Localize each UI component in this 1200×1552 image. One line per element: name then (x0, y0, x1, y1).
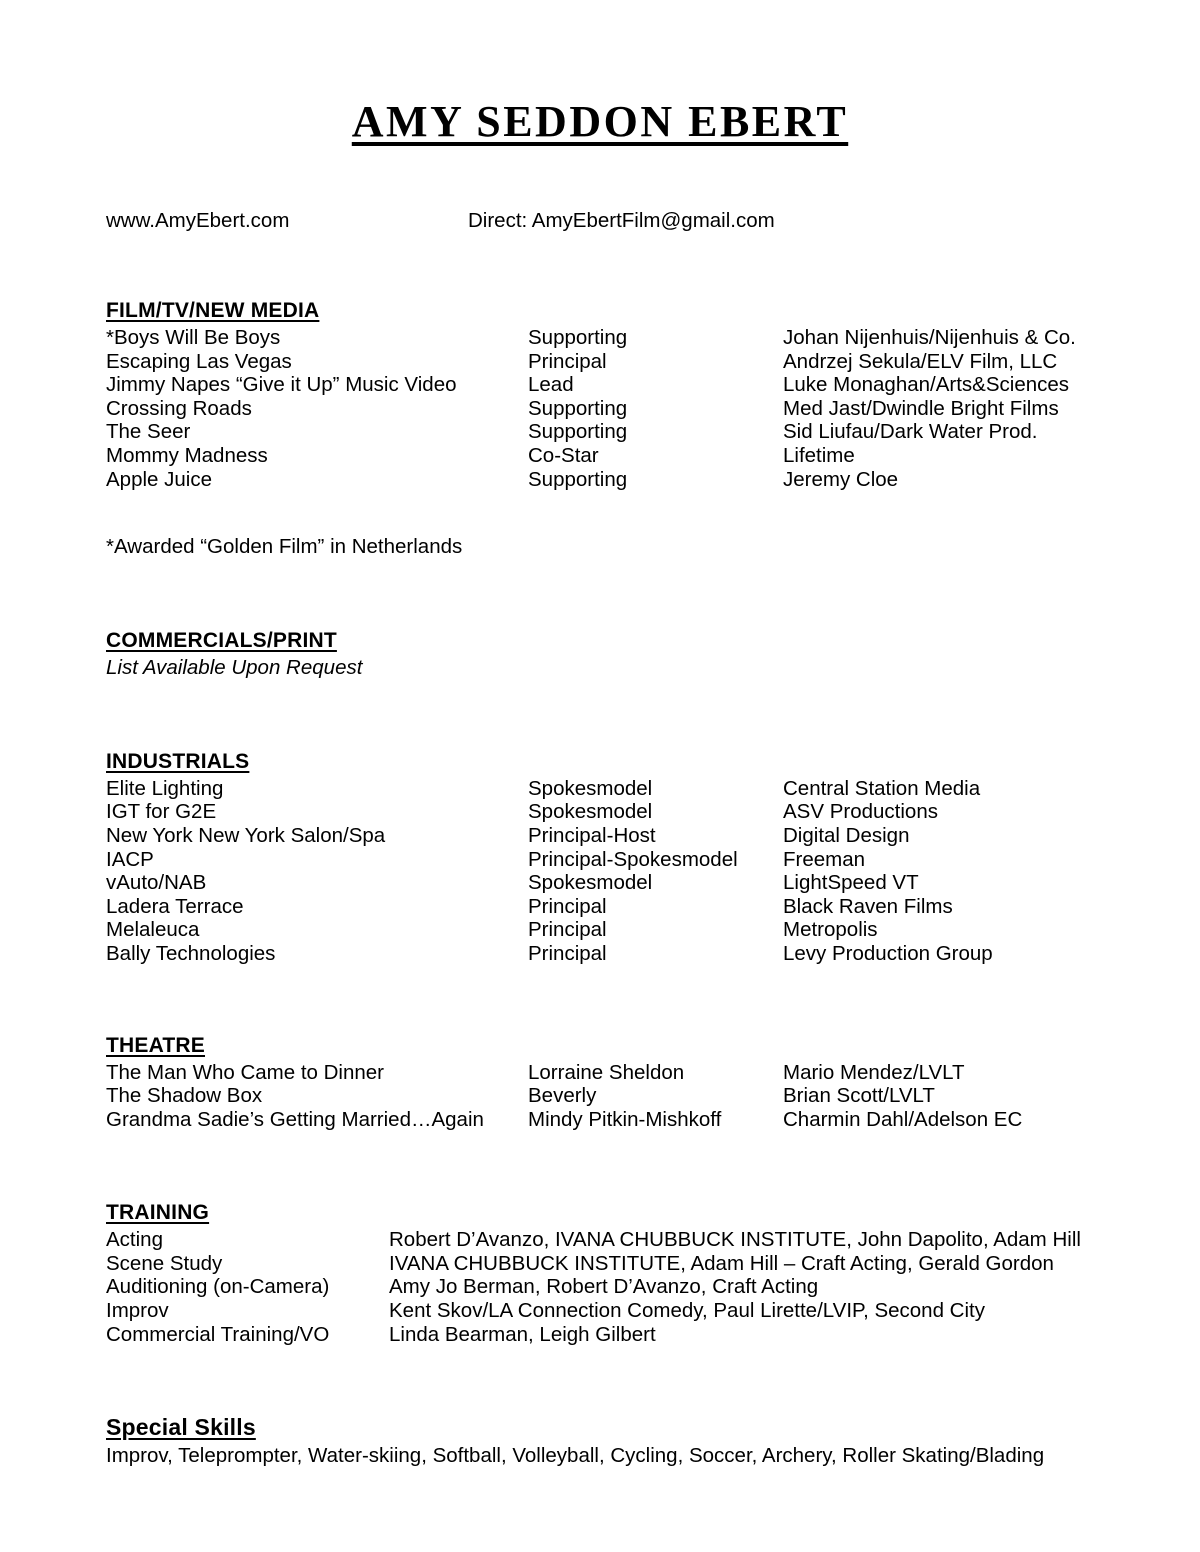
credit-company: Metropolis (783, 918, 878, 942)
table-row (106, 350, 1140, 374)
table-row (106, 373, 1140, 397)
credit-company: LightSpeed VT (783, 871, 919, 895)
training-subject: Scene Study (106, 1251, 223, 1275)
table-row (106, 1323, 1140, 1347)
section-special-skills (106, 1414, 1140, 1468)
commercials-note: List Available Upon Request (106, 656, 363, 680)
table-row (106, 468, 1140, 492)
training-subject: Acting (106, 1228, 163, 1252)
credit-role: Principal (528, 941, 607, 965)
page-title: AMY SEDDON EBERT (351, 97, 849, 146)
training-detail: Kent Skov/LA Connection Comedy, Paul Lirette/LVIP, Second City (389, 1299, 985, 1323)
table-row (106, 1061, 1140, 1085)
training-detail: Linda Bearman, Leigh Gilbert (389, 1322, 656, 1346)
credit-role: Supporting (528, 396, 628, 420)
table-row (106, 777, 1140, 801)
website-link[interactable]: www.AmyEbert.com (106, 209, 290, 232)
credit-title: The Seer (106, 420, 191, 444)
section-title-theatre: THEATRE (106, 1033, 206, 1057)
credit-title: The Man Who Came to Dinner (106, 1060, 385, 1084)
credit-role: Spokesmodel (528, 800, 653, 824)
credit-title: Escaping Las Vegas (106, 349, 292, 373)
credit-role: Principal-Spokesmodel (528, 847, 738, 871)
section-title-film: FILM/TV/NEW MEDIA (106, 299, 320, 322)
credit-company: Johan Nijenhuis/Nijenhuis & Co. (783, 326, 1076, 349)
credit-company: Lifetime (783, 443, 855, 467)
resume-content (0, 299, 1200, 1468)
table-row (106, 326, 1140, 350)
credit-company: Levy Production Group (783, 941, 993, 965)
table-row (106, 1108, 1140, 1132)
credit-company: Black Raven Films (783, 894, 953, 918)
credit-role: Mindy Pitkin-Mishkoff (528, 1107, 722, 1131)
film-award-note: *Awarded “Golden Film” in Netherlands (106, 535, 463, 559)
section-title-training: TRAINING (106, 1201, 210, 1225)
credit-company: Sid Liufau/Dark Water Prod. (783, 420, 1038, 444)
table-row (106, 444, 1140, 468)
credit-role: Supporting (528, 420, 628, 444)
credit-role: Principal (528, 894, 607, 918)
credit-title: Crossing Roads (106, 396, 252, 420)
credit-company: Mario Mendez/LVLT (783, 1060, 965, 1084)
table-row (106, 871, 1140, 895)
training-subject: Auditioning (on-Camera) (106, 1275, 330, 1299)
credit-title: Mommy Madness (106, 443, 268, 467)
section-industrials (106, 750, 1140, 966)
credit-role: Spokesmodel (528, 871, 653, 895)
section-film (106, 299, 1140, 559)
credit-role: Principal (528, 918, 607, 942)
training-detail: Amy Jo Berman, Robert D’Avanzo, Craft Acting (389, 1275, 819, 1299)
credit-title: Ladera Terrace (106, 894, 244, 918)
credit-title: vAuto/NAB (106, 871, 207, 895)
credit-role: Supporting (528, 467, 628, 491)
credit-title: Elite Lighting (106, 776, 224, 800)
credit-title: Grandma Sadie’s Getting Married…Again (106, 1107, 484, 1131)
credit-company: Andrzej Sekula/ELV Film, LLC (783, 349, 1058, 373)
table-row (106, 895, 1140, 919)
table-row (106, 1228, 1140, 1252)
credit-title: IACP (106, 847, 154, 871)
training-subject: Improv (106, 1299, 169, 1323)
section-title-industrials: INDUSTRIALS (106, 749, 250, 773)
credit-title: IGT for G2E (106, 800, 217, 824)
table-row (106, 800, 1140, 824)
credit-role: Supporting (528, 326, 628, 349)
credit-role: Co-Star (528, 443, 599, 467)
credit-title: Melaleuca (106, 918, 200, 942)
contact-row (0, 209, 1200, 233)
credit-company: ASV Productions (783, 800, 938, 824)
email-link[interactable]: Direct: AmyEbertFilm@gmail.com (468, 209, 775, 232)
credit-title: The Shadow Box (106, 1084, 263, 1108)
credit-company: Luke Monaghan/Arts&Sciences (783, 373, 1070, 397)
table-row (106, 824, 1140, 848)
table-row (106, 848, 1140, 872)
credit-title: Apple Juice (106, 467, 212, 491)
training-detail: IVANA CHUBBUCK INSTITUTE, Adam Hill – Craft Acting, Gerald Gordon (389, 1251, 1054, 1275)
credit-role: Lead (528, 373, 574, 397)
credit-role: Beverly (528, 1084, 597, 1108)
credit-title: *Boys Will Be Boys (106, 326, 281, 349)
table-row (106, 1084, 1140, 1108)
credit-title: New York New York Salon/Spa (106, 823, 386, 847)
table-row (106, 397, 1140, 421)
training-detail: Robert D’Avanzo, IVANA CHUBBUCK INSTITUTE, John Dapolito, Adam Hill (389, 1228, 1081, 1252)
table-row (106, 1252, 1140, 1276)
training-subject: Commercial Training/VO (106, 1322, 330, 1346)
section-theatre (106, 1034, 1140, 1132)
credit-title: Jimmy Napes “Give it Up” Music Video (106, 373, 457, 397)
table-row (106, 918, 1140, 942)
credit-role: Spokesmodel (528, 776, 653, 800)
credit-company: Freeman (783, 847, 866, 871)
credit-company: Brian Scott/LVLT (783, 1084, 935, 1108)
credit-company: Digital Design (783, 823, 910, 847)
credit-role: Principal (528, 349, 607, 373)
credit-role: Lorraine Sheldon (528, 1060, 685, 1084)
section-title-commercials: COMMERCIALS/PRINT (106, 629, 337, 653)
table-row (106, 1275, 1140, 1299)
section-title-special-skills: Special Skills (106, 1414, 256, 1441)
credit-role: Principal-Host (528, 823, 656, 847)
table-row (106, 1299, 1140, 1323)
table-row (106, 942, 1140, 966)
special-skills-list: Improv, Teleprompter, Water-skiing, Softball, Volleyball, Cycling, Soccer, Archery, Roller Skating/Blading (106, 1444, 1045, 1468)
table-row (106, 420, 1140, 444)
credit-company: Central Station Media (783, 776, 981, 800)
section-commercials (106, 629, 1140, 680)
credit-company: Jeremy Cloe (783, 467, 899, 491)
credit-company: Med Jast/Dwindle Bright Films (783, 396, 1059, 420)
credit-title: Bally Technologies (106, 941, 276, 965)
section-training (106, 1201, 1140, 1346)
credit-company: Charmin Dahl/Adelson EC (783, 1107, 1023, 1131)
